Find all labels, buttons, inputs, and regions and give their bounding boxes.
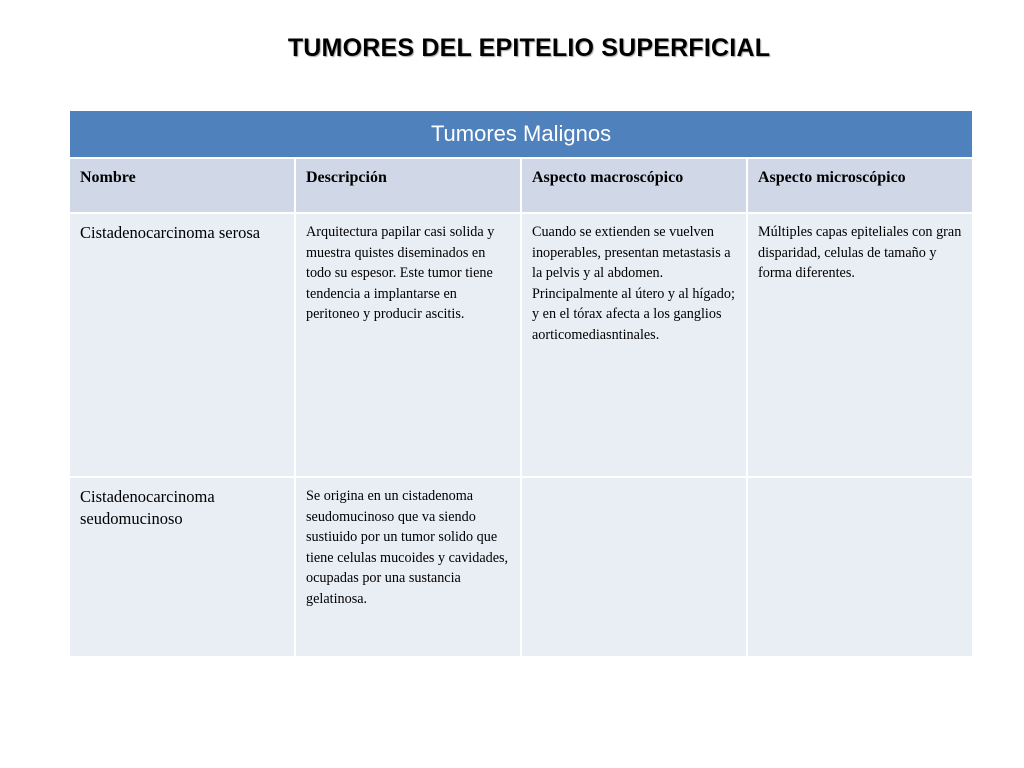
cell-microscopico-text (748, 478, 972, 486)
cell-nombre-text: Cistadenocarcinoma serosa (80, 223, 261, 242)
cell-macroscopico-text (522, 478, 746, 486)
header-aspecto-macroscopico (521, 158, 747, 213)
header-descripcion (295, 158, 521, 213)
header-descripcion-label: Descripción (306, 169, 387, 186)
cell-macroscopico (521, 213, 747, 477)
tumores-malignos-table (68, 109, 974, 658)
cell-microscopico (747, 213, 973, 477)
cell-descripcion (295, 213, 521, 477)
cell-descripcion-text: Se origina en un cistadenoma seudomucinoso que va siendo sustiuido por un tumor solido que tiene celulas mucoides y cavidades, ocupadas por una sustancia gelatinosa. (306, 488, 509, 607)
cell-descripcion (295, 477, 521, 657)
table-caption: Tumores Malignos (69, 110, 973, 158)
header-aspecto-microscopico (747, 158, 973, 213)
header-macroscopico-label: Aspecto macroscópico (532, 169, 684, 186)
table-title-row (69, 110, 973, 158)
cell-microscopico (747, 477, 973, 657)
table-header-row (69, 158, 973, 213)
cell-nombre-text: Cistadenocarcinoma seudomucinoso (80, 487, 215, 528)
cell-descripcion-text: Arquitectura papilar casi solida y muestra quistes diseminados en todo su espesor. Este tumor tiene tendencia a implantarse en peritoneo y producir ascitis. (306, 224, 495, 323)
header-nombre (69, 158, 295, 213)
header-nombre-label: Nombre (80, 169, 136, 186)
cell-microscopico-text: Múltiples capas epiteliales con gran disparidad, celulas de tamaño y forma diferentes. (758, 224, 962, 282)
header-microscopico-label: Aspecto microscópico (758, 169, 906, 186)
table-row (69, 213, 973, 477)
cell-nombre (69, 477, 295, 657)
cell-macroscopico (521, 477, 747, 657)
cell-macroscopico-text: Cuando se extienden se vuelven inoperables, presentan metastasis a la pelvis y al abdomen. Principalmente al útero y al hígado; y en el tórax afecta a los ganglios aorticomediasntinales. (532, 224, 735, 343)
slide-title: TUMORES DEL EPITELIO SUPERFICIAL (287, 34, 771, 62)
table-row (69, 477, 973, 657)
cell-nombre (69, 213, 295, 477)
